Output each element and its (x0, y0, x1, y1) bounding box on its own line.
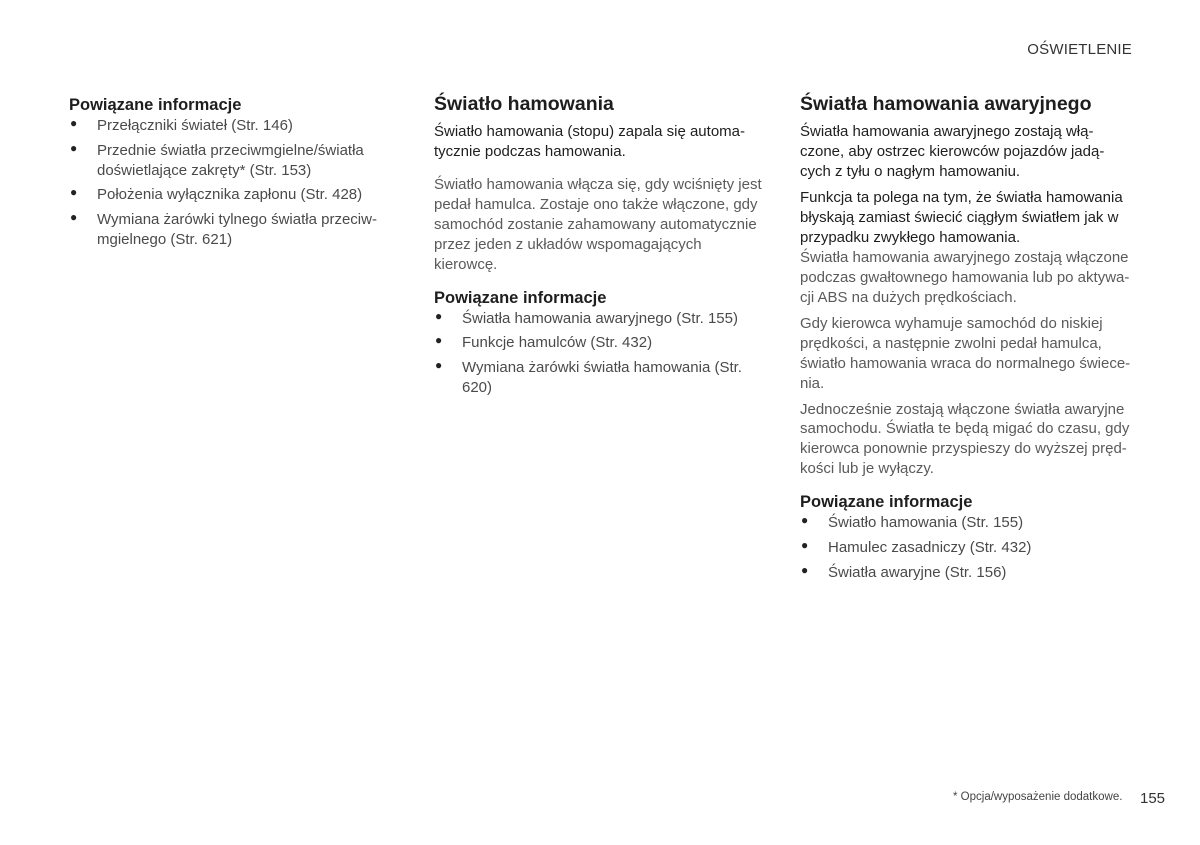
column-right (800, 92, 1135, 588)
bullet-icon: ● (70, 115, 78, 130)
column-middle (434, 92, 769, 403)
related-list (69, 116, 387, 251)
list-item[interactable]: ● Światło hamowania (Str. 155) (801, 512, 1024, 531)
page-number: 155 (1140, 790, 1166, 807)
related-list (800, 513, 1135, 583)
related-heading: Powiązane informacje (69, 96, 242, 114)
list-item[interactable]: ● Przełączniki świateł (Str. 146) (70, 115, 293, 134)
related-list (434, 309, 769, 399)
function-paragraph: Funkcja ta polega na tym, że światła hamowania błyskają zamiast świecić ciągłym światłem jak w przypadku zwykłego hamowania. (800, 189, 1123, 247)
section-title: Światła hamowania awaryjnego (800, 93, 1092, 115)
section-title: Światło hamowania (434, 93, 614, 115)
body-paragraph: Jednocześnie zostają włączone światła awaryjne samochodu. Światła te będą migać do czasu, gdy kierowca ponownie przyspieszy do wyższej pręd-kości lub je wyłączy. (800, 400, 1130, 478)
bullet-icon: ● (435, 358, 443, 373)
list-item[interactable]: ● Wymiana żarówki światła hamowania (Str. 620) (435, 358, 742, 397)
list-item[interactable]: ● Światła awaryjne (Str. 156) (801, 562, 1007, 581)
related-heading: Powiązane informacje (434, 288, 607, 307)
bullet-icon: ● (435, 333, 443, 348)
intro-paragraph: Światła hamowania awaryjnego zostają włą-czone, aby ostrzec kierowców pojazdów jadą-cych z tyłu o nagłym hamowaniu. (800, 123, 1105, 181)
section-header: OŚWIETLENIE (1027, 41, 1132, 58)
related-heading: Powiązane informacje (800, 493, 973, 512)
bullet-icon: ● (801, 512, 809, 527)
list-item[interactable]: ● Wymiana żarówki tylnego światła przeciw-mgielnego (Str. 621) (70, 210, 377, 249)
bullet-icon: ● (801, 537, 809, 552)
list-item[interactable]: ● Światła hamowania awaryjnego (Str. 155) (435, 308, 738, 327)
intro-paragraph: Światło hamowania (stopu) zapala się automa-tycznie podczas hamowania. (434, 123, 745, 161)
body-paragraph: Światło hamowania włącza się, gdy wciśnięty jest pedał hamulca. Zostaje ono także włączone, gdy samochód zostanie zahamowany automatycznie przez jeden z układów wspomagających kierowcę. (434, 176, 762, 273)
list-item[interactable]: ● Przednie światła przeciwmgielne/światła doświetlające zakręty* (Str. 153) (70, 140, 364, 179)
bullet-icon: ● (70, 210, 78, 225)
list-item[interactable]: ● Położenia wyłącznika zapłonu (Str. 428) (70, 185, 363, 204)
bullet-icon: ● (435, 308, 443, 323)
bullet-icon: ● (801, 562, 809, 577)
column-left (69, 92, 387, 255)
footnote: * Opcja/wyposażenie dodatkowe. (953, 791, 1123, 803)
body-paragraph: Światła hamowania awaryjnego zostają włączone podczas gwałtownego hamowania lub po aktywa-cji ABS na dużych prędkościach. (800, 248, 1130, 306)
list-item[interactable]: ● Funkcje hamulców (Str. 432) (435, 333, 653, 352)
bullet-icon: ● (70, 185, 78, 200)
body-paragraph: Gdy kierowca wyhamuje samochód do niskiej prędkości, a następnie zwolni pedał hamulca, światło hamowania wraca do normalnego świece-nia. (800, 314, 1131, 392)
bullet-icon: ● (70, 140, 78, 155)
list-item[interactable]: ● Hamulec zasadniczy (Str. 432) (801, 537, 1032, 556)
